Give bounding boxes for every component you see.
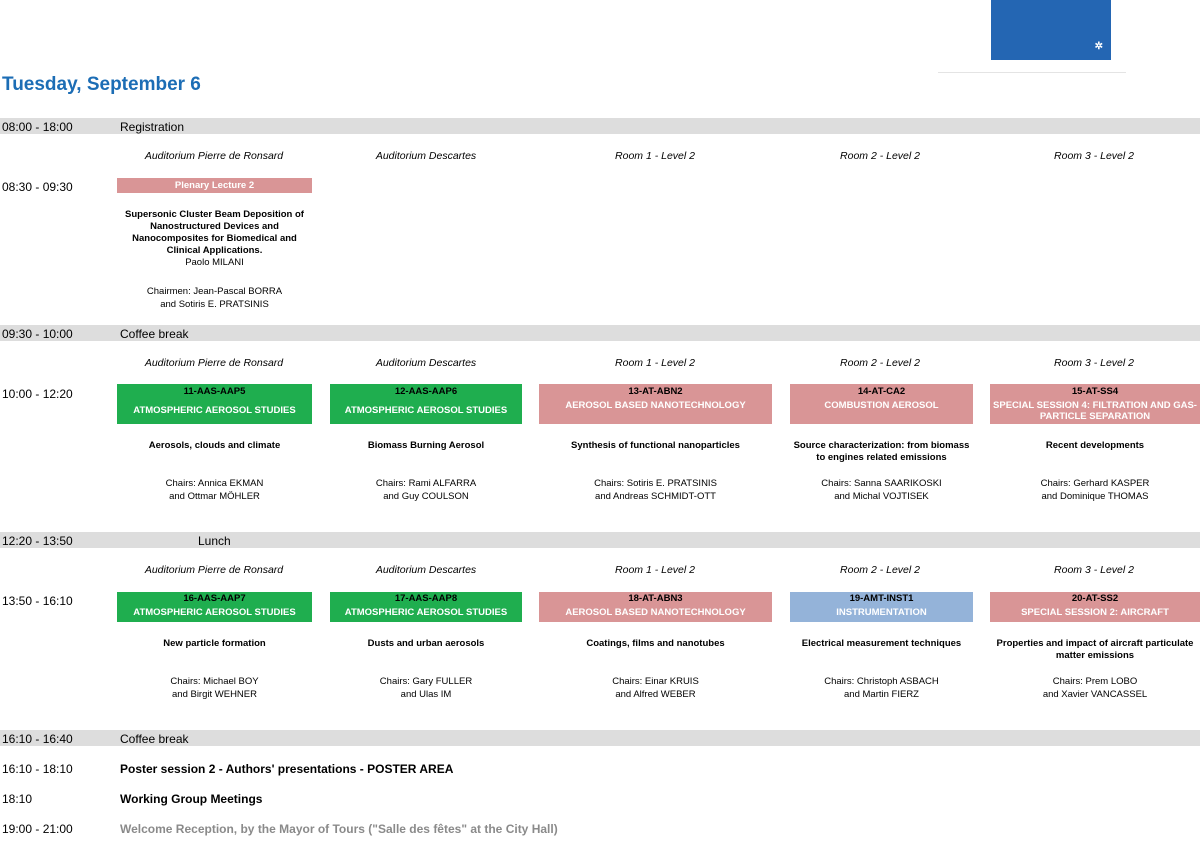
session-box-16[interactable]	[117, 592, 312, 622]
reception-time: 19:00 - 21:00	[2, 822, 73, 836]
session-chairs: Chairs: Prem LOBO	[1052, 676, 1138, 687]
session-chairs: and Dominique THOMAS	[1041, 491, 1149, 502]
working-label: Working Group Meetings	[120, 792, 263, 806]
room-header: Auditorium Pierre de Ronsard	[144, 564, 284, 576]
session-box-20[interactable]	[990, 592, 1200, 622]
poster-label: Poster session 2 - Authors' presentations - POSTER AREA	[120, 762, 454, 776]
room-header: Room 1 - Level 2	[615, 357, 695, 369]
registration-time: 08:00 - 18:00	[2, 120, 73, 134]
room-header: Auditorium Pierre de Ronsard	[144, 357, 284, 369]
session-topic: Aerosols, clouds and climate	[148, 440, 281, 451]
lunch-band	[0, 532, 1200, 548]
session-name: ATMOSPHERIC AEROSOL STUDIES	[344, 405, 508, 416]
session-chairs: Chairs: Michael BOY	[170, 676, 259, 687]
block2-time: 13:50 - 16:10	[2, 594, 73, 608]
session-box-11[interactable]	[117, 384, 312, 424]
session-box-13[interactable]	[539, 384, 772, 424]
plenary-chairs-1: Chairmen: Jean-Pascal BORRA	[146, 286, 283, 297]
header-logo	[991, 0, 1111, 60]
session-name: AEROSOL BASED NANOTECHNOLOGY	[565, 607, 746, 618]
lunch-label: Lunch	[198, 534, 231, 548]
session-chairs: Chairs: Gary FULLER	[379, 676, 473, 687]
session-name: SPECIAL SESSION 4: FILTRATION AND GAS-PARTICLE SEPARATION	[993, 400, 1197, 422]
session-chairs: and Xavier VANCASSEL	[1042, 689, 1148, 700]
session-name: ATMOSPHERIC AEROSOL STUDIES	[133, 607, 296, 618]
poster-time: 16:10 - 18:10	[2, 762, 73, 776]
session-topic: Biomass Burning Aerosol	[367, 440, 485, 451]
session-chairs: Chairs: Christoph ASBACH	[824, 676, 939, 687]
session-name: INSTRUMENTATION	[836, 607, 927, 618]
session-box-12[interactable]	[330, 384, 522, 424]
session-id: 14-AT-CA2	[857, 386, 906, 397]
session-topic: New particle formation	[163, 638, 266, 649]
room-header: Room 3 - Level 2	[1054, 150, 1134, 162]
session-id: 18-AT-ABN3	[628, 593, 683, 604]
coffee-time: 16:10 - 16:40	[2, 732, 73, 746]
registration-label: Registration	[120, 120, 185, 134]
session-name: SPECIAL SESSION 2: AIRCRAFT	[1021, 607, 1169, 618]
session-name: ATMOSPHERIC AEROSOL STUDIES	[133, 405, 296, 416]
session-chairs: and Alfred WEBER	[615, 689, 696, 700]
plenary-title: Supersonic Cluster Beam Deposition of Nanostructured Devices and Nanocomposites for Biomedical and Clinical Applications.	[125, 209, 304, 256]
plenary-label-box[interactable]	[117, 178, 312, 193]
plenary-chairs-2: and Sotiris E. PRATSINIS	[160, 299, 269, 310]
session-id: 11-AAS-AAP5	[183, 386, 246, 397]
session-box-14[interactable]	[790, 384, 973, 424]
session-name: ATMOSPHERIC AEROSOL STUDIES	[344, 607, 508, 618]
session-chairs: and Ulas IM	[400, 689, 452, 700]
logo-icon: ✲	[1094, 41, 1103, 52]
session-chairs: Chairs: Gerhard KASPER	[1040, 478, 1150, 489]
session-chairs: Chairs: Annica EKMAN	[165, 478, 264, 489]
lunch-time: 12:20 - 13:50	[2, 534, 73, 548]
session-chairs: and Birgit WEHNER	[172, 689, 257, 700]
session-id: 17-AAS-AAP8	[394, 593, 458, 604]
session-chairs: and Guy COULSON	[383, 491, 469, 502]
header-divider	[938, 72, 1126, 73]
working-time: 18:10	[2, 792, 33, 806]
session-topic: Properties and impact of aircraft particulate matter emissions	[996, 638, 1194, 661]
session-name: COMBUSTION AEROSOL	[824, 400, 939, 411]
session-chairs: Chairs: Sanna SAARIKOSKI	[821, 478, 942, 489]
room-header: Room 1 - Level 2	[615, 150, 695, 162]
session-topic: Coatings, films and nanotubes	[586, 638, 725, 649]
room-header: Auditorium Descartes	[375, 150, 477, 162]
coffee-time: 09:30 - 10:00	[2, 327, 73, 341]
session-id: 20-AT-SS2	[1071, 593, 1119, 604]
session-topic: Recent developments	[1045, 440, 1145, 451]
session-chairs: and Michal VOJTISEK	[834, 491, 929, 502]
room-header: Room 2 - Level 2	[840, 150, 920, 162]
room-header: Room 1 - Level 2	[615, 564, 695, 576]
page-title: Tuesday, September 6	[2, 74, 201, 95]
plenary-time: 08:30 - 09:30	[2, 180, 73, 194]
coffee-label: Coffee break	[120, 732, 189, 746]
reception-label: Welcome Reception, by the Mayor of Tours ("Salle des fêtes" at the City Hall)	[120, 822, 558, 836]
coffee-label: Coffee break	[120, 327, 189, 341]
session-chairs: and Ottmar MÖHLER	[169, 491, 260, 502]
session-id: 16-AAS-AAP7	[183, 593, 246, 604]
session-id: 19-AMT-INST1	[849, 593, 914, 604]
session-topic: Synthesis of functional nanoparticles	[571, 440, 740, 451]
session-topic: Source characterization: from biomass to engines related emissions	[793, 440, 970, 463]
block1-time: 10:00 - 12:20	[2, 387, 73, 401]
session-id: 13-AT-ABN2	[628, 386, 683, 397]
session-chairs: Chairs: Rami ALFARRA	[375, 478, 477, 489]
room-header: Auditorium Descartes	[375, 564, 477, 576]
session-chairs: and Andreas SCHMIDT-OTT	[595, 491, 716, 502]
plenary-speaker: Paolo MILANI	[185, 257, 244, 268]
room-header: Auditorium Descartes	[375, 357, 477, 369]
room-header: Room 2 - Level 2	[840, 564, 920, 576]
room-header: Room 3 - Level 2	[1054, 564, 1134, 576]
session-box-17[interactable]	[330, 592, 522, 622]
session-topic: Dusts and urban aerosols	[367, 638, 485, 649]
session-box-18[interactable]	[539, 592, 772, 622]
session-chairs: Chairs: Sotiris E. PRATSINIS	[594, 478, 717, 489]
plenary-label: Plenary Lecture 2	[174, 180, 255, 191]
session-box-15[interactable]	[990, 384, 1200, 424]
room-header: Auditorium Pierre de Ronsard	[144, 150, 284, 162]
session-id: 12-AAS-AAP6	[394, 386, 458, 397]
session-box-19[interactable]	[790, 592, 973, 622]
session-id: 15-AT-SS4	[1071, 386, 1119, 397]
session-name: AEROSOL BASED NANOTECHNOLOGY	[565, 400, 746, 411]
session-chairs: Chairs: Einar KRUIS	[612, 676, 699, 687]
room-header: Room 2 - Level 2	[840, 357, 920, 369]
session-topic: Electrical measurement techniques	[801, 638, 962, 649]
room-header: Room 3 - Level 2	[1054, 357, 1134, 369]
session-chairs: and Martin FIERZ	[844, 689, 919, 700]
